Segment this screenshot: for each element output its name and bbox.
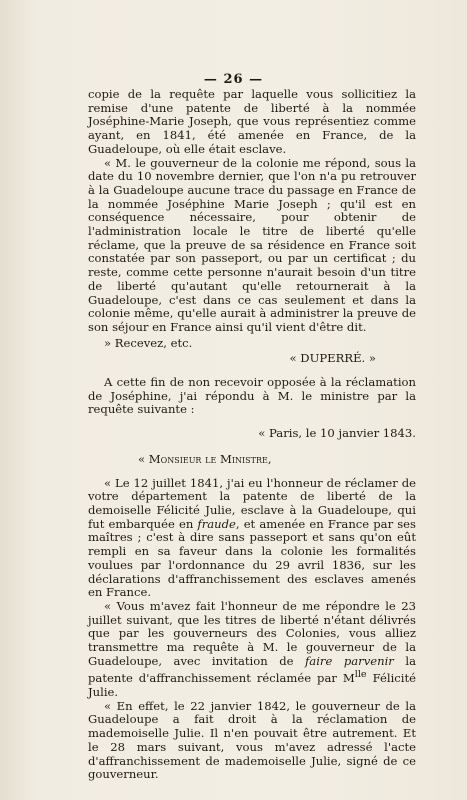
paragraph-8-emphasis: fraude [197, 516, 236, 531]
paragraph-9-text-c: Félicité Julie. [88, 671, 417, 699]
signature: « DUPERRÉ. » [289, 351, 376, 366]
paragraph-8-text-a: « Le 12 juillet 1841, j'ai eu l'honneur de réclamer de votre département la patente de liberté de la demoiselle Félicité Julie, esclave à la Guadeloupe, qui fut embarquée en [88, 475, 416, 531]
paragraph-9 [88, 600, 416, 700]
paragraph-8 [88, 477, 416, 600]
paragraph-9-emphasis: faire parvenir [305, 653, 394, 668]
paragraph-2: « M. le gouverneur de la colonie me répond, sous la date du 10 novembre dernier, que l'on n'a pu retrouver à la Guadeloupe aucune trace du passage en France de la nommée Joséphine Marie Joseph ; qu'il est en conséquence nécessaire, pour obtenir de l'administration locale le titre de liberté qu'elle réclame, que la preuve de sa résidence en France soit constatée par son passeport, ou par un certificat ; du reste, comme cette personne n'aurait besoin d'un titre de liberté qu'autant qu'elle retournerait à la Guadeloupe, c'est dans ce cas seulement et dans la colonie même, qu'elle aurait à administrer la preuve de son séjour en France ainsi qu'il vient d'être dit. [88, 155, 416, 334]
paragraph-9-text-a: « Vous m'avez fait l'honneur de me répondre le 23 juillet suivant, que les titres de liberté n'étant délivrés que par les gouverneurs des Colonies, vous alliez transmettre ma requête à M. le gouverneur de la Guadeloupe, avec invitation de [88, 598, 416, 668]
letter-date: « Paris, le 10 janvier 1843. [258, 426, 416, 441]
paragraph-10: « En effet, le 22 janvier 1842, le gouverneur de la Guadeloupe a fait droit à la réclamation de mademoiselle Julie. Il n'en pouvait être autrement. Et le 28 mars suivant, vous m'avez adressé l'acte d'affranchissement de mademoiselle Julie, signé de ce gouverneur. [88, 698, 416, 782]
paragraph-9-superscript: lle [354, 669, 367, 681]
paragraph-1: copie de la requête par laquelle vous sollicitiez la remise d'une patente de liberté à la nommée Joséphine-Marie Joseph, que vous représentiez comme ayant, en 1841, été amenée en France, de la Guadeloupe, où elle était esclave. [88, 87, 416, 156]
page-number: — 26 — [203, 72, 264, 87]
paragraph-9-text-b: la patente d'affranchissement réclamée par M [88, 653, 416, 686]
paragraph-3: » Recevez, etc. [104, 335, 193, 350]
paragraph-5: A cette fin de non recevoir opposée à la réclamation de Joséphine, j'ai répondu à M. le ministre par la requête suivante : [88, 375, 416, 417]
paragraph-8-text-b: , et amenée en France par ses maîtres ; c'est à dire sans passeport et sans qu'on eût rempli en sa faveur dans la colonie les formalités voulues par l'ordonnance du 29 avril 1836, sur les déclarations d'affranchissement des esclaves amenés en France. [88, 516, 416, 600]
body-text [88, 88, 416, 782]
salutation: « Monsieur le Ministre, [138, 451, 272, 466]
